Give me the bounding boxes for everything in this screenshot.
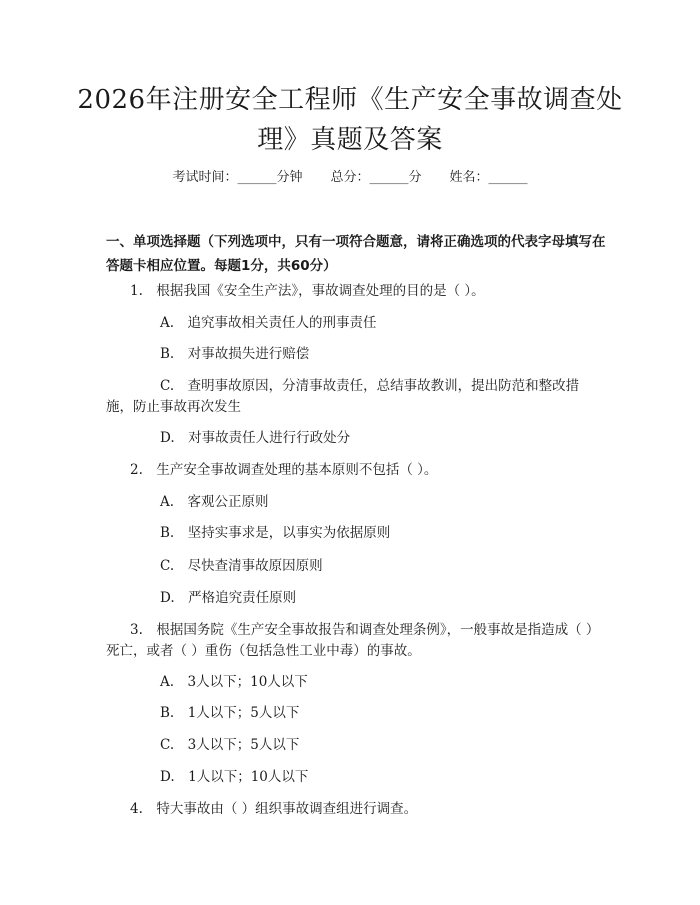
- question-1-stem: 1. 根据我国《安全生产法》，事故调查处理的目的是（ ）。: [130, 283, 485, 299]
- question-1-option-d: D. 对事故责任人进行行政处分: [160, 430, 351, 446]
- question-2-option-a: A. 客观公正原则: [160, 494, 269, 510]
- student-name-field: 姓名：______: [449, 170, 528, 185]
- question-3-option-d: D. 1人以下；10人以下: [160, 769, 309, 785]
- exam-time-field: 考试时间：______分钟: [172, 170, 303, 185]
- question-2-stem: 2. 生产安全事故调查处理的基本原则不包括（ ）。: [130, 462, 438, 478]
- question-1-option-b: B. 对事故损失进行赔偿: [160, 346, 310, 362]
- question-2-option-b: B. 坚持实事求是，以事实为依据原则: [160, 525, 391, 541]
- document-title: 2026年注册安全工程师《生产安全事故调查处理》真题及答案: [77, 85, 623, 155]
- exam-meta: [0, 168, 700, 188]
- total-score-field: 总分：______分: [330, 170, 422, 185]
- question-2-option-d: D. 严格追究责任原则: [160, 590, 297, 606]
- question-3-option-a: A. 3人以下；10人以下: [160, 674, 308, 690]
- question-4-stem: 4. 特大事故由（ ）组织事故调查组进行调查。: [130, 801, 418, 817]
- section-heading: 一、单项选择题（下列选项中，只有一项符合题意，请将正确选项的代表字母填写在答题卡相应位置。每题1分，共60分）: [106, 234, 606, 274]
- question-3-option-b: B. 1人以下；5人以下: [160, 705, 300, 721]
- question-2-option-c: C. 尽快查清事故原因原则: [160, 558, 323, 574]
- question-3-stem: 3. 根据国务院《生产安全事故报告和调查处理条例》，一般事故是指造成（ ）死亡，或者（ ）重伤（包括急性工业中毒）的事故。: [106, 622, 600, 659]
- question-1-option-c: C. 查明事故原因，分清事故责任，总结事故教训，提出防范和整改措施，防止事故再次发生: [106, 378, 580, 415]
- question-1-option-a: A. 追究事故相关责任人的刑事责任: [160, 315, 377, 331]
- question-3-option-c: C. 3人以下；5人以下: [160, 737, 300, 753]
